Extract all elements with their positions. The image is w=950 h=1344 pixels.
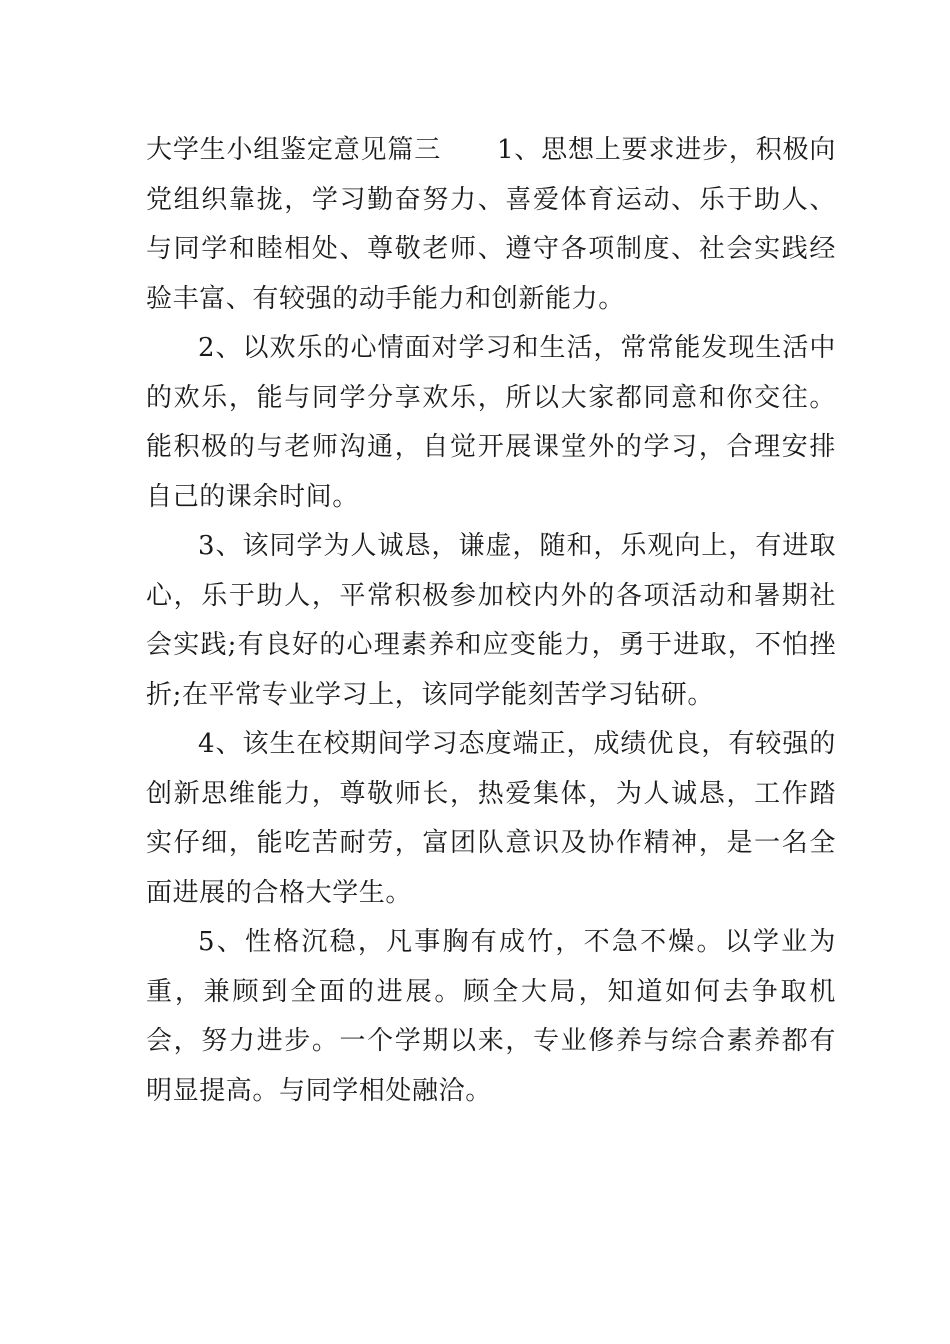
paragraph-4: 4、该生在校期间学习态度端正，成绩优良，有较强的创新思维能力，尊敬师长，热爱集体，为人诚恳，工作踏实仔细，能吃苦耐劳，富团队意识及协作精神，是一名全面进展的合格大学生。 [146,729,836,908]
document-heading: 大学生小组鉴定意见篇三 [146,135,442,165]
paragraph-5: 5、性格沉稳，凡事胸有成竹，不急不燥。以学业为重，兼顾到全面的进展。顾全大局，知道如何去争取机会，努力进步。一个学期以来，专业修养与综合素养都有明显提高。与同学相处融洽。 [146,927,836,1106]
paragraph-1 [146,126,836,324]
paragraph-3: 3、该同学为人诚恳，谦虚，随和，乐观向上，有进取心，乐于助人，平常积极参加校内外的各项活动和暑期社会实践;有良好的心理素养和应变能力，勇于进取，不怕挫折;在平常专业学习上，该同学能刻苦学习钻研。 [146,531,836,710]
paragraph-2: 2、以欢乐的心情面对学习和生活，常常能发现生活中的欢乐，能与同学分享欢乐，所以大家都同意和你交往。能积极的与老师沟通，自觉开展课堂外的学习，合理安排自己的课余时间。 [146,333,836,512]
document-body [146,126,836,1116]
paragraph-1-text: 1、思想上要求进步，积极向党组织靠拢，学习勤奋努力、喜爱体育运动、乐于助人、与同学和睦相处、尊敬老师、遵守各项制度、社会实践经验丰富、有较强的动手能力和创新能力。 [146,135,836,314]
